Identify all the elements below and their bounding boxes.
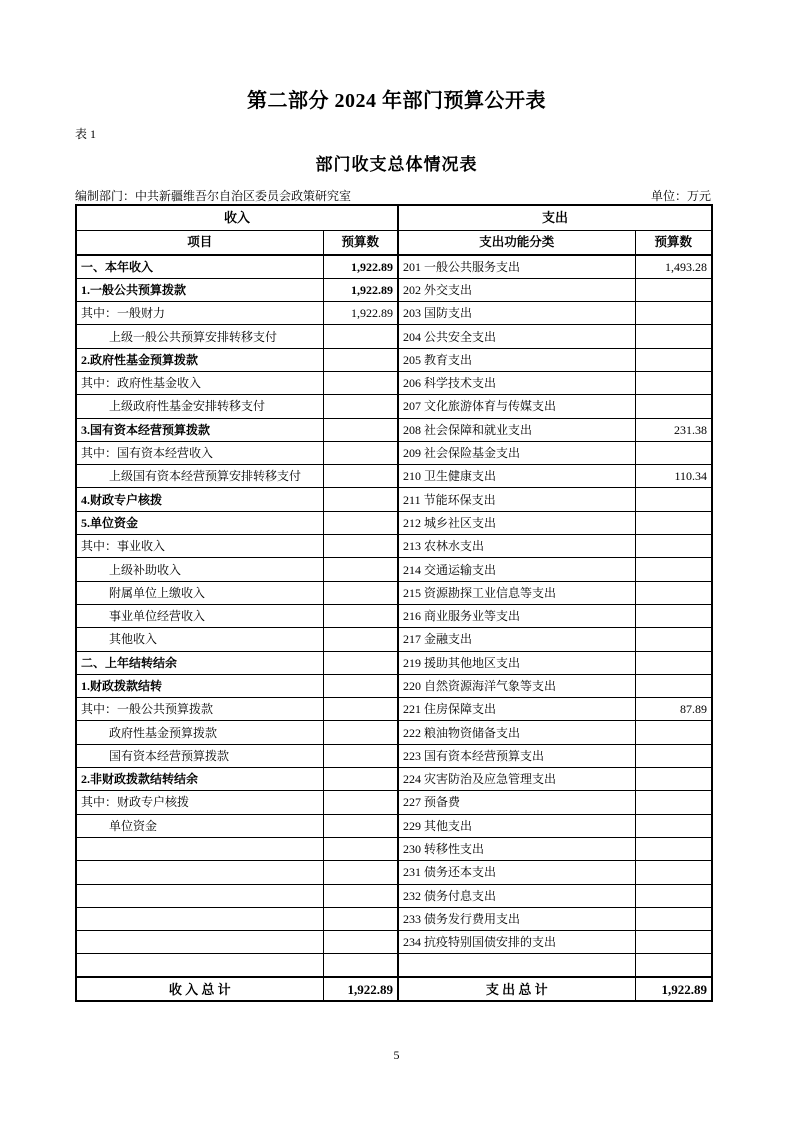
income-amount-cell <box>323 744 398 767</box>
income-item-cell: 一、本年收入 <box>76 255 323 278</box>
expense-amount-cell <box>635 837 712 860</box>
income-item-cell <box>76 884 323 907</box>
income-amount-cell <box>323 954 398 977</box>
income-amount-cell <box>323 325 398 348</box>
expense-item-cell: 212 城乡社区支出 <box>398 511 635 534</box>
table-label: 表 1 <box>75 127 97 141</box>
income-item-cell: 其中：政府性基金收入 <box>76 371 323 394</box>
expense-amount-header: 预算数 <box>635 230 712 255</box>
expense-total-value: 1,922.89 <box>635 977 712 1001</box>
expense-amount-cell: 231.38 <box>635 418 712 441</box>
table-row <box>76 581 712 604</box>
expense-item-cell: 232 债务付息支出 <box>398 884 635 907</box>
prepared-by: 编制部门：中共新疆维吾尔自治区委员会政策研究室 <box>75 189 352 203</box>
document-title: 第二部分 2024 年部门预算公开表 <box>247 90 546 112</box>
income-item-cell <box>76 954 323 977</box>
income-item-cell: 其中：一般公共预算拨款 <box>76 698 323 721</box>
expense-amount-cell <box>635 581 712 604</box>
income-amount-cell <box>323 371 398 394</box>
income-item-cell: 其中：财政专户核拨 <box>76 791 323 814</box>
table-row <box>76 884 712 907</box>
expense-amount-cell <box>635 907 712 930</box>
income-item-cell: 其中：国有资本经营收入 <box>76 441 323 464</box>
column-header-row <box>76 230 712 255</box>
table-row <box>76 814 712 837</box>
expense-amount-cell <box>635 441 712 464</box>
income-amount-cell <box>323 511 398 534</box>
expense-item-cell: 203 国防支出 <box>398 302 635 325</box>
expense-amount-cell <box>635 651 712 674</box>
table-row <box>76 511 712 534</box>
table-row <box>76 954 712 977</box>
income-item-cell: 其中：一般财力 <box>76 302 323 325</box>
expense-item-cell: 209 社会保险基金支出 <box>398 441 635 464</box>
expense-item-cell: 208 社会保障和就业支出 <box>398 418 635 441</box>
expense-item-cell: 221 住房保障支出 <box>398 698 635 721</box>
expense-amount-cell <box>635 791 712 814</box>
income-amount-cell <box>323 465 398 488</box>
income-amount-cell <box>323 861 398 884</box>
income-item-cell: 1.财政拨款结转 <box>76 674 323 697</box>
expense-amount-cell <box>635 395 712 418</box>
income-item-cell: 4.财政专户核拨 <box>76 488 323 511</box>
table-row <box>76 791 712 814</box>
table-row <box>76 768 712 791</box>
income-amount-cell <box>323 837 398 860</box>
table-row <box>76 721 712 744</box>
expense-amount-cell <box>635 278 712 301</box>
income-item-cell: 政府性基金预算拨款 <box>76 721 323 744</box>
expense-item-cell: 229 其他支出 <box>398 814 635 837</box>
expense-item-cell: 204 公共安全支出 <box>398 325 635 348</box>
totals-row <box>76 977 712 1001</box>
income-amount-cell <box>323 628 398 651</box>
expense-item-cell: 210 卫生健康支出 <box>398 465 635 488</box>
income-item-cell <box>76 907 323 930</box>
table-row <box>76 255 712 278</box>
expense-amount-cell <box>635 488 712 511</box>
income-item-cell: 5.单位资金 <box>76 511 323 534</box>
table-row <box>76 558 712 581</box>
income-item-cell <box>76 837 323 860</box>
group-header-row <box>76 205 712 230</box>
income-amount-cell <box>323 698 398 721</box>
table-row <box>76 837 712 860</box>
expense-amount-cell <box>635 511 712 534</box>
income-item-cell: 上级一般公共预算安排转移支付 <box>76 325 323 348</box>
expense-item-cell: 215 资源勘探工业信息等支出 <box>398 581 635 604</box>
table-row <box>76 604 712 627</box>
table-row <box>76 302 712 325</box>
expense-item-cell: 222 粮油物资储备支出 <box>398 721 635 744</box>
income-group-header: 收入 <box>76 205 398 230</box>
expense-item-cell: 230 转移性支出 <box>398 837 635 860</box>
expense-amount-cell <box>635 814 712 837</box>
expense-amount-cell: 87.89 <box>635 698 712 721</box>
expense-amount-cell <box>635 348 712 371</box>
expense-amount-cell: 1,493.28 <box>635 255 712 278</box>
table-row <box>76 465 712 488</box>
expense-amount-cell: 110.34 <box>635 465 712 488</box>
income-amount-cell <box>323 884 398 907</box>
expense-amount-cell <box>635 861 712 884</box>
expense-amount-cell <box>635 721 712 744</box>
income-amount-cell <box>323 651 398 674</box>
expense-amount-cell <box>635 604 712 627</box>
expense-amount-cell <box>635 884 712 907</box>
expense-item-cell: 227 预备费 <box>398 791 635 814</box>
income-amount-cell <box>323 721 398 744</box>
income-amount-cell: 1,922.89 <box>323 255 398 278</box>
expense-amount-cell <box>635 558 712 581</box>
income-amount-cell <box>323 488 398 511</box>
table-row <box>76 441 712 464</box>
expense-item-cell: 224 灾害防治及应急管理支出 <box>398 768 635 791</box>
table-row <box>76 348 712 371</box>
income-item-cell: 上级国有资本经营预算安排转移支付 <box>76 465 323 488</box>
income-total-value: 1,922.89 <box>323 977 398 1001</box>
income-item-cell: 上级政府性基金安排转移支付 <box>76 395 323 418</box>
income-item-cell: 单位资金 <box>76 814 323 837</box>
income-amount-cell: 1,922.89 <box>323 278 398 301</box>
expense-item-cell: 213 农林水支出 <box>398 535 635 558</box>
expense-item-cell: 207 文化旅游体育与传媒支出 <box>398 395 635 418</box>
income-amount-cell <box>323 768 398 791</box>
expense-amount-cell <box>635 674 712 697</box>
income-item-cell: 附属单位上缴收入 <box>76 581 323 604</box>
unit-label: 单位：万元 <box>650 189 711 203</box>
income-item-cell: 1.一般公共预算拨款 <box>76 278 323 301</box>
table-row <box>76 931 712 954</box>
expense-amount-cell <box>635 325 712 348</box>
expense-item-cell: 205 教育支出 <box>398 348 635 371</box>
income-item-cell: 2.政府性基金预算拨款 <box>76 348 323 371</box>
income-amount-cell <box>323 604 398 627</box>
table-row <box>76 698 712 721</box>
table-row <box>76 861 712 884</box>
income-item-cell: 国有资本经营预算拨款 <box>76 744 323 767</box>
expense-amount-cell <box>635 768 712 791</box>
table-row <box>76 628 712 651</box>
income-item-cell: 上级补助收入 <box>76 558 323 581</box>
table-meta <box>75 187 711 204</box>
income-total-label: 收 入 总 计 <box>76 977 323 1001</box>
income-item-header: 项目 <box>76 230 323 255</box>
table-row <box>76 395 712 418</box>
table-row <box>76 418 712 441</box>
expense-item-cell: 231 债务还本支出 <box>398 861 635 884</box>
table-row <box>76 907 712 930</box>
income-amount-header: 预算数 <box>323 230 398 255</box>
income-item-cell: 2.非财政拨款结转结余 <box>76 768 323 791</box>
table-title: 部门收支总体情况表 <box>315 155 478 174</box>
table-row <box>76 488 712 511</box>
income-amount-cell <box>323 581 398 604</box>
income-item-cell <box>76 861 323 884</box>
income-amount-cell <box>323 558 398 581</box>
expense-group-header: 支出 <box>398 205 712 230</box>
income-item-cell: 其他收入 <box>76 628 323 651</box>
income-amount-cell <box>323 814 398 837</box>
income-amount-cell <box>323 791 398 814</box>
expense-item-cell <box>398 954 635 977</box>
table-row <box>76 325 712 348</box>
expense-item-cell: 202 外交支出 <box>398 278 635 301</box>
expense-amount-cell <box>635 302 712 325</box>
income-amount-cell <box>323 418 398 441</box>
expense-item-cell: 220 自然资源海洋气象等支出 <box>398 674 635 697</box>
budget-table <box>75 204 713 1002</box>
income-item-cell: 3.国有资本经营预算拨款 <box>76 418 323 441</box>
expense-item-cell: 206 科学技术支出 <box>398 371 635 394</box>
income-item-cell <box>76 931 323 954</box>
income-amount-cell <box>323 907 398 930</box>
expense-amount-cell <box>635 371 712 394</box>
income-item-cell: 事业单位经营收入 <box>76 604 323 627</box>
income-item-cell: 其中：事业收入 <box>76 535 323 558</box>
table-row <box>76 371 712 394</box>
expense-total-label: 支 出 总 计 <box>398 977 635 1001</box>
income-amount-cell <box>323 441 398 464</box>
expense-item-cell: 214 交通运输支出 <box>398 558 635 581</box>
expense-item-header: 支出功能分类 <box>398 230 635 255</box>
expense-item-cell: 211 节能环保支出 <box>398 488 635 511</box>
expense-item-cell: 217 金融支出 <box>398 628 635 651</box>
income-amount-cell <box>323 931 398 954</box>
expense-amount-cell <box>635 931 712 954</box>
expense-item-cell: 216 商业服务业等支出 <box>398 604 635 627</box>
expense-item-cell: 234 抗疫特别国债安排的支出 <box>398 931 635 954</box>
expense-amount-cell <box>635 628 712 651</box>
expense-amount-cell <box>635 744 712 767</box>
expense-amount-cell <box>635 535 712 558</box>
table-row <box>76 535 712 558</box>
income-amount-cell <box>323 535 398 558</box>
expense-item-cell: 219 援助其他地区支出 <box>398 651 635 674</box>
income-amount-cell <box>323 348 398 371</box>
expense-amount-cell <box>635 954 712 977</box>
income-item-cell: 二、上年结转结余 <box>76 651 323 674</box>
table-row <box>76 278 712 301</box>
table-row <box>76 651 712 674</box>
table-row <box>76 674 712 697</box>
income-amount-cell <box>323 395 398 418</box>
expense-item-cell: 233 债务发行费用支出 <box>398 907 635 930</box>
income-amount-cell: 1,922.89 <box>323 302 398 325</box>
table-body <box>76 255 712 977</box>
income-amount-cell <box>323 674 398 697</box>
page-number: 5 <box>393 1048 400 1062</box>
expense-item-cell: 223 国有资本经营预算支出 <box>398 744 635 767</box>
expense-item-cell: 201 一般公共服务支出 <box>398 255 635 278</box>
table-row <box>76 744 712 767</box>
